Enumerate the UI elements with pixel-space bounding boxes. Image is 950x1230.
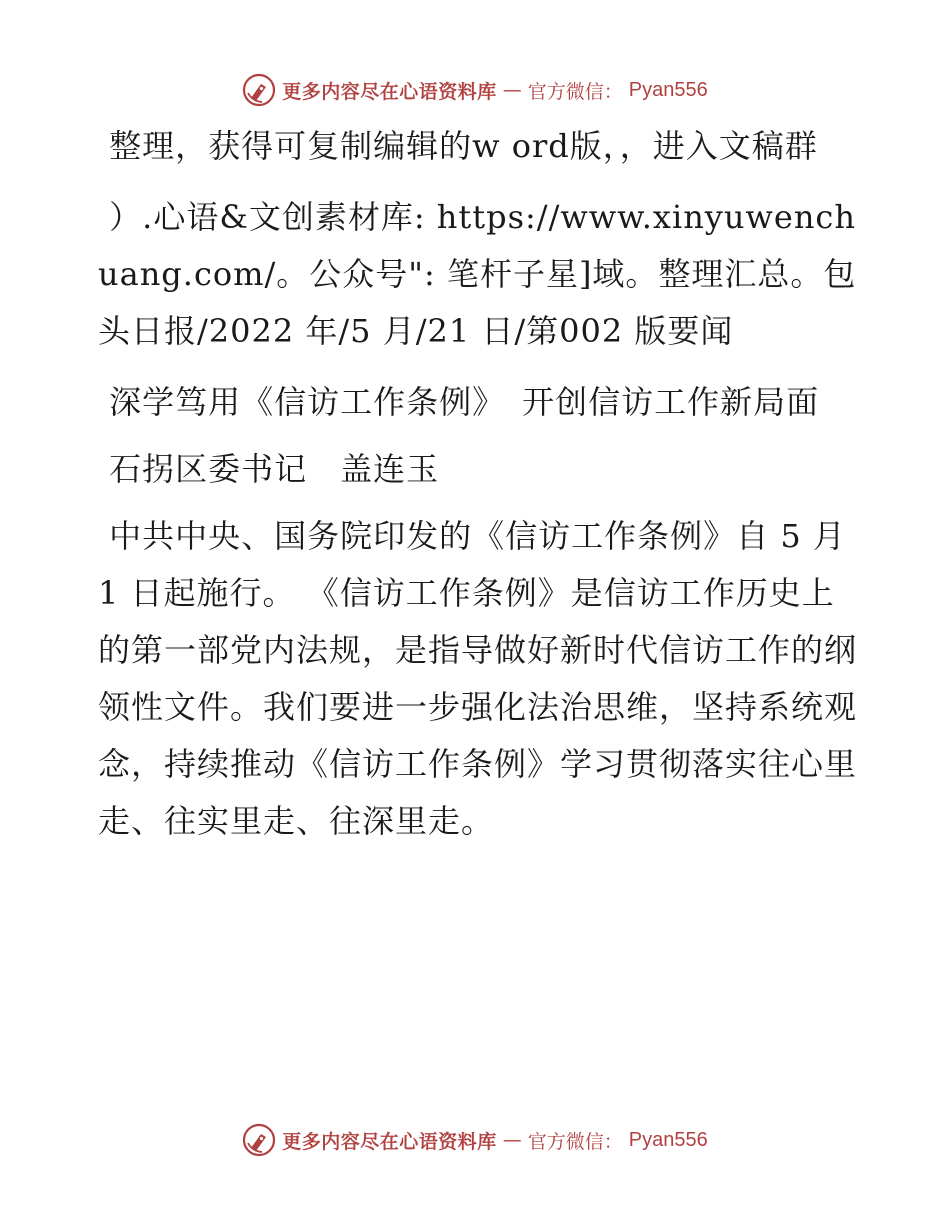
footer-wechat-label: 官方微信：: [527, 1130, 623, 1153]
article-byline: 石拐区委书记 盖连玉: [98, 450, 440, 488]
source-paragraph: ）.心语&文创素材库: https://www.xinyuwenchuang.com/。公众号": 笔杆子星]域。整理汇总。包头日报/2022 年/5 月/21 日/第002 版要闻: [98, 198, 857, 350]
footer-dash: —: [502, 1129, 522, 1151]
pen-nib-logo-icon: [242, 73, 276, 107]
intro-paragraph: 整理，获得可复制编辑的w ord版，，进入文稿群: [98, 127, 818, 165]
header-wechat-label: 官方微信：: [527, 80, 623, 103]
footer-brand-text: 更多内容尽在心语资料库: [282, 1130, 497, 1153]
header-brand-text: 更多内容尽在心语资料库: [282, 80, 497, 103]
footer-wechat-id: Pyan556: [628, 1128, 708, 1151]
article-headline: 深学笃用《信访工作条例》 开创信访工作新局面: [98, 383, 820, 421]
footer-banner: [0, 1120, 950, 1160]
header-dash: —: [502, 79, 522, 101]
header-wechat-id: Pyan556: [628, 78, 708, 101]
header-banner: [0, 70, 950, 110]
pen-nib-logo-icon: [242, 1123, 276, 1157]
document-body: [98, 118, 858, 850]
article-paragraph: 中共中央、国务院印发的《信访工作条例》自 5 月 1 日起施行。 《信访工作条例》是信访工作历史上的第一部党内法规，是指导做好新时代信访工作的纲领性文件。我们要进一步强化法治思维，坚持系统观念，持续推动《信访工作条例》学习贯彻落实往心里走、往实里走、往深里走。: [98, 517, 858, 840]
